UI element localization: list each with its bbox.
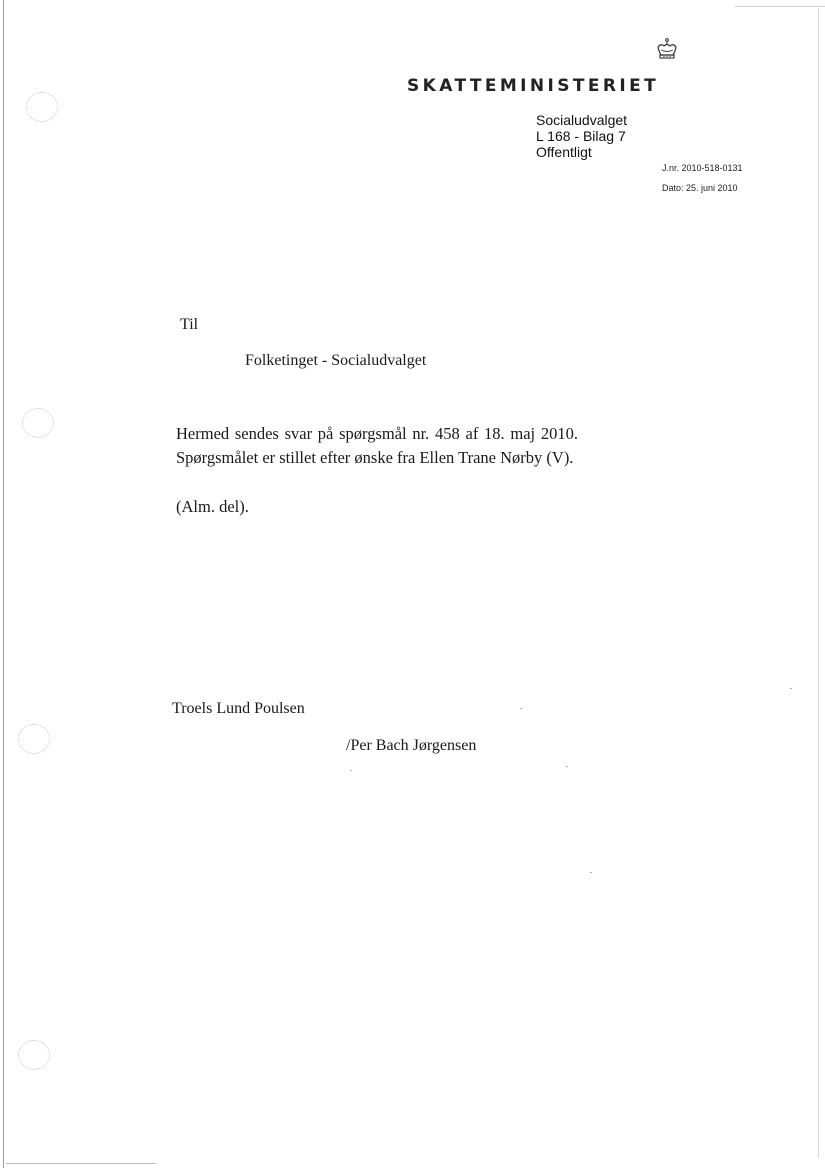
- stamp-bill-reference: L 168 - Bilag 7: [536, 128, 626, 144]
- page-edge-top: [735, 6, 825, 7]
- body-note: (Alm. del).: [176, 497, 249, 516]
- salutation: Til: [180, 316, 199, 333]
- document-date: Dato: 25. juni 2010: [662, 183, 738, 193]
- scan-speck: [520, 708, 522, 709]
- stamp-committee: Socialudvalget: [536, 112, 628, 128]
- punch-hole-mark: [18, 724, 50, 754]
- punch-hole-mark: [26, 92, 58, 122]
- punch-hole-mark: [18, 1040, 50, 1070]
- signature-official: /Per Bach Jørgensen: [346, 737, 477, 754]
- addressee: Folketinget - Socialudvalget: [245, 352, 427, 369]
- reference-block: [662, 158, 743, 198]
- ministry-logo: SKATTEMINISTERIET: [407, 76, 660, 96]
- body-paragraph: Hermed sendes svar på spørgsmål nr. 458 af 18. maj 2010. Spørgsmålet er stillet efter ønske fra Ellen Trane Nørby (V).: [176, 424, 578, 467]
- punch-hole-mark: [22, 408, 54, 438]
- scan-speck: [590, 872, 592, 873]
- document-stamp: [536, 112, 627, 160]
- page-edge-bottom: [6, 1163, 156, 1164]
- stamp-status: Offentligt: [536, 144, 592, 160]
- scan-speck: [566, 766, 568, 767]
- page-edge-left: [3, 0, 4, 1168]
- scan-speck: [350, 770, 352, 771]
- scan-speck: [790, 688, 792, 689]
- royal-crown-icon: [655, 38, 679, 60]
- signature-minister: Troels Lund Poulsen: [172, 700, 305, 717]
- journal-number: J.nr. 2010-518-0131: [662, 163, 743, 173]
- page-edge-right: [818, 8, 819, 1158]
